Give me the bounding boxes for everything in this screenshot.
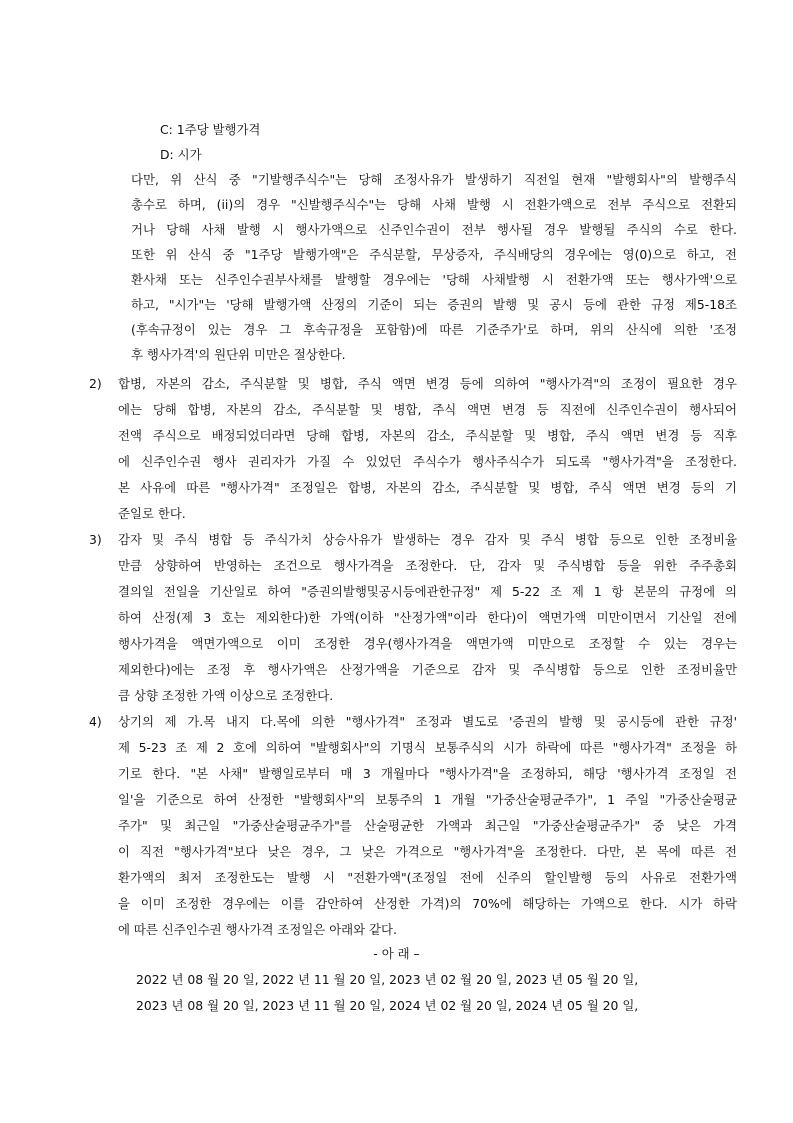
item-line: 만큼 상향하여 반영하는 조건으로 행사가격을 조정한다. 단, 감자 및 주식병합 등을 위한 주주총회 xyxy=(118,558,737,573)
item-line: 일'을 기준으로 하여 산정한 "발행회사"의 보통주의 1 개월 "가중산술평균주가", 1 주일 "가중산술평균 xyxy=(118,792,737,807)
date-list-line: 2023 년 08 월 20 일, 2023 년 11 월 20 일, 2024 년 02 월 20 일, 2024 년 05 월 20 일, xyxy=(136,998,639,1013)
item-line: 본 사유에 따른 "행사가격" 조정일은 합병, 자본의 감소, 주식분할 및 병합, 주식 액면 변경 등의 기 xyxy=(118,480,737,495)
below-heading: - 아 래 – xyxy=(373,946,420,961)
item-line: 합병, 자본의 감소, 주식분할 및 병합, 주식 액면 변경 등에 의하여 "행사가격"의 조정이 필요한 경우 xyxy=(118,376,737,391)
item-line: 하여 산정(제 3 호는 제외한다)한 가액(이하 "산정가액"이라 한다)이 액면가액 미만이면서 기산일 전에 xyxy=(118,610,737,625)
item-line: 상기의 제 가.목 내지 다.목에 의한 "행사가격" 조정과 별도로 '증권의 발행 및 공시등에 관한 규정' xyxy=(118,714,737,729)
item-line: 행사가격을 액면가액으로 이미 조정한 경우(행사가격을 액면가액 미만으로 조정할 수 있는 경우는 xyxy=(118,636,737,651)
item-line: 에 신주인수권 행사 권리자가 가질 수 있었던 주식수가 행사주식수가 되도록 "행사가격"을 조정한다. xyxy=(118,454,737,469)
item-line: 에는 당해 합병, 자본의 감소, 주식분할 및 병합, 주식 액면 변경 등 직전에 신주인수권이 행사되어 xyxy=(118,402,737,417)
definition-line-d: D: 시가 xyxy=(160,147,202,162)
item-line: 감자 및 주식 병합 등 주식가치 상승사유가 발생하는 경우 감자 및 주식 병합 등으로 인한 조정비율 xyxy=(118,532,737,547)
item-line: 큼 상향 조정한 가액 이상으로 조정한다. xyxy=(118,688,334,703)
item-line: 제 5-23 조 제 2 호에 의하여 "발행회사"의 기명식 보통주식의 시가 하락에 따른 "행사가격" 조정을 하 xyxy=(118,740,737,755)
item-line: 준일로 한다. xyxy=(118,506,186,521)
paragraph-line: 하고, "시가"는 '당해 발행가액 산정의 기준이 되는 증권의 발행 및 공시 등에 관한 규정 제5-18조 xyxy=(131,297,737,312)
item-number: 3) xyxy=(89,532,102,547)
paragraph-line: 총수로 하며, (ii)의 경우 "신발행주식수"는 당해 사채 발행 시 전환가액으로 전부 주식으로 전환되 xyxy=(131,197,737,212)
paragraph-line: 다만, 위 산식 중 "기발행주식수"는 당해 조정사유가 발생하기 직전일 현재 "발행회사"의 발행주식 xyxy=(131,172,737,187)
item-number: 4) xyxy=(89,714,102,729)
paragraph-line: 거나 당해 사채 발행 시 행사가액으로 신주인수권이 전부 행사될 경우 발행될 주식의 수로 한다. xyxy=(131,222,737,237)
item-line: 을 이미 조정한 경우에는 이를 감안하여 산정한 가격)의 70%에 해당하는 가액으로 한다. 시가 하락 xyxy=(118,896,737,911)
item-line: 제외한다)에는 조정 후 행사가액은 산정가액을 기준으로 감자 및 주식병합 등으로 인한 조정비율만 xyxy=(118,662,737,677)
item-line: 환가액의 최저 조정한도는 발행 시 "전환가액"(조정일 전에 신주의 할인발행 등의 사유로 전환가액 xyxy=(118,870,737,885)
item-line: 기로 한다. "본 사채" 발행일로부터 매 3 개월마다 "행사가격"을 조정하되, 해당 '행사가격 조정일 전 xyxy=(118,766,737,781)
paragraph-line: (후속규정이 있는 경우 그 후속규정을 포함함)에 따른 기준주가'로 하며, 위의 산식에 의한 '조정 xyxy=(131,322,737,337)
item-line: 결의일 전일을 기산일로 하여 "증권의발행및공시등에관한규정" 제 5-22 조 제 1 항 본문의 규정에 의 xyxy=(118,584,737,599)
item-line: 주가" 및 최근일 "가중산술평균주가"를 산술평균한 가액과 최근일 "가중산술평균주가" 중 낮은 가격 xyxy=(118,818,737,833)
paragraph-line: 후 행사가격'의 원단위 미만은 절상한다. xyxy=(131,347,346,362)
paragraph-line: 환사채 또는 신주인수권부사채를 발행할 경우에는 '당해 사채발행 시 전환가액 또는 행사가액'으로 xyxy=(131,272,737,287)
paragraph-line: 또한 위 산식 중 "1주당 발행가액"은 주식분할, 무상증자, 주식배당의 경우에는 영(0)으로 하고, 전 xyxy=(131,247,737,262)
item-line: 전액 주식으로 배정되었더라면 당해 합병, 자본의 감소, 주식분할 및 병합, 주식 액면 변경 등 직후 xyxy=(118,428,737,443)
definition-line-c: C: 1주당 발행가격 xyxy=(160,122,261,137)
item-line: 이 직전 "행사가격"보다 낮은 경우, 그 낮은 가격으로 "행사가격"을 조정한다. 다만, 본 목에 따른 전 xyxy=(118,844,737,859)
item-line: 에 따른 신주인수권 행사가격 조정일은 아래와 같다. xyxy=(118,922,397,937)
item-number: 2) xyxy=(89,376,102,391)
date-list-line: 2022 년 08 월 20 일, 2022 년 11 월 20 일, 2023 년 02 월 20 일, 2023 년 05 월 20 일, xyxy=(136,972,639,987)
